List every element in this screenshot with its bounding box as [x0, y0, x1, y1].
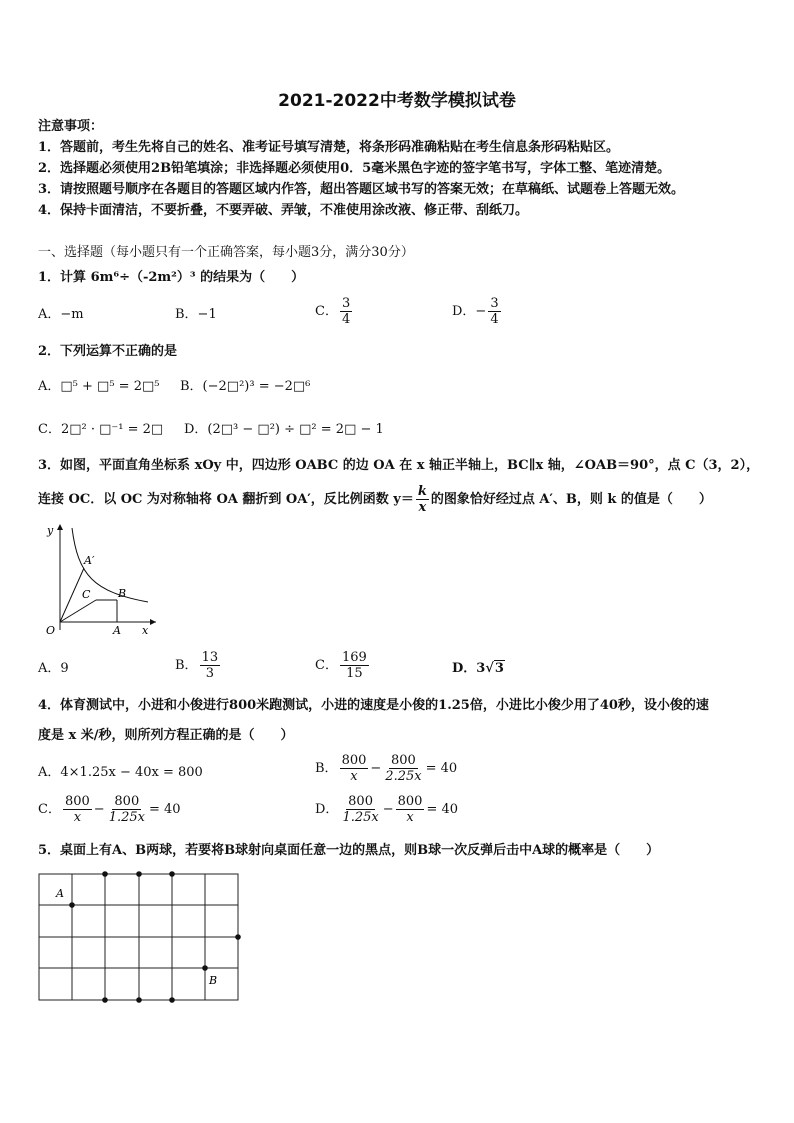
exam-title: 2021-2022中考数学模拟试卷 — [278, 91, 516, 111]
q4-d-d1: 1.25x — [342, 810, 379, 825]
notice-item-1: 1．答题前，考生先将自己的姓名、准考证号填写清楚，将条形码准确粘贴在考生信息条形码粘贴区。 — [38, 140, 620, 155]
q3-y-arrow — [57, 524, 63, 530]
q4-b-minus: − — [370, 761, 382, 776]
q2-stem: 2．下列运算不正确的是 — [38, 344, 178, 359]
q1-option-c — [315, 296, 354, 327]
q3-label-a: A — [113, 624, 121, 637]
notice-item-4: 4．保持卡面清洁，不要折叠，不要弄破、弄皱，不准使用涂改液、修正带、刮纸刀。 — [38, 203, 529, 218]
q1-c-fraction — [340, 296, 352, 327]
q2-option-a: A．□⁵ + □⁵ = 2□⁵ — [38, 379, 160, 394]
notice-heading: 注意事项： — [38, 119, 104, 134]
q1-c-label: C． — [315, 304, 338, 319]
q3-d-label: D．3 — [452, 661, 486, 676]
q4-c-tail: = 40 — [148, 802, 181, 817]
q4-option-c — [38, 794, 181, 825]
q4-c-label: C． — [38, 802, 61, 817]
q3-d-radicand: 3 — [494, 661, 504, 676]
q4-c-n2: 800 — [114, 794, 140, 809]
q4-b-n1: 800 — [341, 753, 367, 768]
q5-stem: 5．桌面上有A、B两球，若要将B球射向桌面任意一边的黑点，则B球一次反弹后击中A球的概率是（ ） — [38, 843, 660, 858]
q3-label-y: y — [47, 524, 54, 537]
q4-c-d2: 1.25x — [108, 810, 145, 825]
q3-label-a-prime: A′ — [84, 554, 95, 567]
q3-b-label: B． — [175, 658, 198, 673]
q4-d-frac1 — [340, 794, 380, 825]
q3-stem-line1: 3．如图，平面直角坐标系 xOy 中，四边形 OABC 的边 OA 在 x 轴正半轴上，BC∥x 轴，∠OAB＝90°，点 C（3，2）， — [38, 458, 760, 473]
q4-b-n2: 800 — [391, 753, 416, 768]
q1-option-b: B．−1 — [175, 307, 217, 322]
q3-figure — [38, 520, 163, 642]
q1-d-label: D．− — [452, 304, 487, 319]
q3-b-den: 3 — [205, 666, 214, 681]
q4-b-tail: = 40 — [425, 761, 458, 776]
q3-c-fraction — [340, 650, 369, 681]
q2-option-d: D．(2□³ − □²) ÷ □² = 2□ − 1 — [184, 422, 384, 437]
q4-c-frac1 — [63, 794, 92, 825]
q4-d-minus: − — [382, 802, 394, 817]
q4-d-label: D． — [315, 802, 339, 817]
q3-stem2-a: 连接 OC．以 OC 为对称轴将 OA 翻折到 OA′，反比例函数 y＝ — [38, 492, 414, 507]
q5-dot-right — [235, 934, 241, 940]
q3-label-b: B — [118, 587, 127, 600]
q2-option-c: C．2□² · □⁻¹ = 2□ — [38, 422, 164, 437]
q3-stem2-b: 的图象恰好经过点 A′、B，则 k 的值是（ ） — [430, 492, 712, 507]
q4-c-frac2 — [107, 794, 147, 825]
q3-b-num: 13 — [201, 650, 219, 665]
q3-segment-oa2 — [60, 568, 84, 622]
q3-label-o: O — [46, 624, 56, 637]
q4-c-minus: − — [93, 802, 105, 817]
q5-dot-top-2 — [136, 871, 142, 877]
q3-option-c — [315, 650, 371, 681]
q5-ball-a — [69, 902, 75, 908]
q4-option-d — [315, 794, 458, 825]
q5-dot-top-3 — [169, 871, 175, 877]
q1-d-den: 4 — [490, 312, 499, 327]
q4-b-label: B． — [315, 761, 338, 776]
q4-option-b — [315, 753, 457, 784]
q3-k: k — [417, 484, 427, 499]
q1-stem: 1．计算 6m⁶÷（-2m²）³ 的结果为（ ） — [38, 270, 305, 285]
q1-d-num: 3 — [490, 296, 499, 311]
q4-d-frac2 — [396, 794, 425, 825]
q3-c-num: 169 — [341, 650, 367, 665]
q5-label-a: A — [56, 887, 64, 900]
q3-b-fraction — [200, 650, 221, 681]
q4-c-d1: x — [73, 810, 82, 825]
q3-label-c: C — [82, 588, 91, 601]
q5-dot-bottom-3 — [169, 997, 175, 1003]
q4-b-d2: 2.25x — [385, 769, 422, 784]
q3-x-arrow — [150, 619, 156, 625]
q1-option-a: A．−m — [38, 307, 84, 322]
q4-b-frac1 — [340, 753, 369, 784]
q4-d-tail: = 40 — [426, 802, 459, 817]
q1-c-num: 3 — [341, 296, 351, 311]
q4-b-frac2 — [383, 753, 423, 784]
q3-option-a: A．9 — [38, 661, 69, 676]
q5-dot-top-1 — [102, 871, 108, 877]
q4-stem-line1: 4．体育测试中，小进和小俊进行800米跑测试，小进的速度是小俊的1.25倍，小进比小俊少用了40秒，设小俊的速 — [38, 698, 709, 713]
q3-option-d: D．3√3 — [452, 661, 504, 676]
q3-option-b — [175, 650, 222, 681]
q4-d-n2: 800 — [397, 794, 423, 809]
q5-ball-b — [202, 965, 208, 971]
q5-dot-bottom-1 — [102, 997, 108, 1003]
q3-stem-line2 — [38, 484, 712, 515]
q4-stem-line2: 度是 x 米/秒，则所列方程正确的是（ ） — [38, 728, 294, 743]
q4-d-d2: x — [406, 810, 414, 825]
q1-option-d — [452, 296, 503, 327]
q4-d-n1: 800 — [348, 794, 373, 809]
q2-option-b: B．(−2□²)³ = −2□⁶ — [180, 379, 311, 394]
q3-c-label: C． — [315, 658, 338, 673]
q4-option-a: A．4×1.25x − 40x = 800 — [38, 765, 203, 780]
q4-c-n1: 800 — [64, 794, 90, 809]
q4-b-d1: x — [350, 769, 358, 784]
q3-label-x: x — [142, 624, 149, 637]
q3-k-over-x — [416, 484, 429, 515]
q5-label-b: B — [209, 974, 218, 987]
section-heading: 一、选择题（每小题只有一个正确答案，每小题3分，满分30分） — [38, 245, 414, 260]
q5-grid-figure — [36, 870, 246, 1005]
q5-dot-bottom-2 — [136, 997, 142, 1003]
q3-x: x — [418, 500, 427, 515]
q1-c-den: 4 — [341, 312, 351, 327]
q3-c-den: 15 — [346, 666, 363, 681]
notice-item-2: 2．选择题必须使用2B铅笔填涂；非选择题必须使用0．5毫米黑色字迹的签字笔书写，字体工整、笔迹清楚。 — [38, 161, 671, 176]
notice-item-3: 3．请按照题号顺序在各题目的答题区域内作答，超出答题区域书写的答案无效；在草稿纸、试题卷上答题无效。 — [38, 182, 685, 197]
q1-d-fraction — [488, 296, 500, 327]
